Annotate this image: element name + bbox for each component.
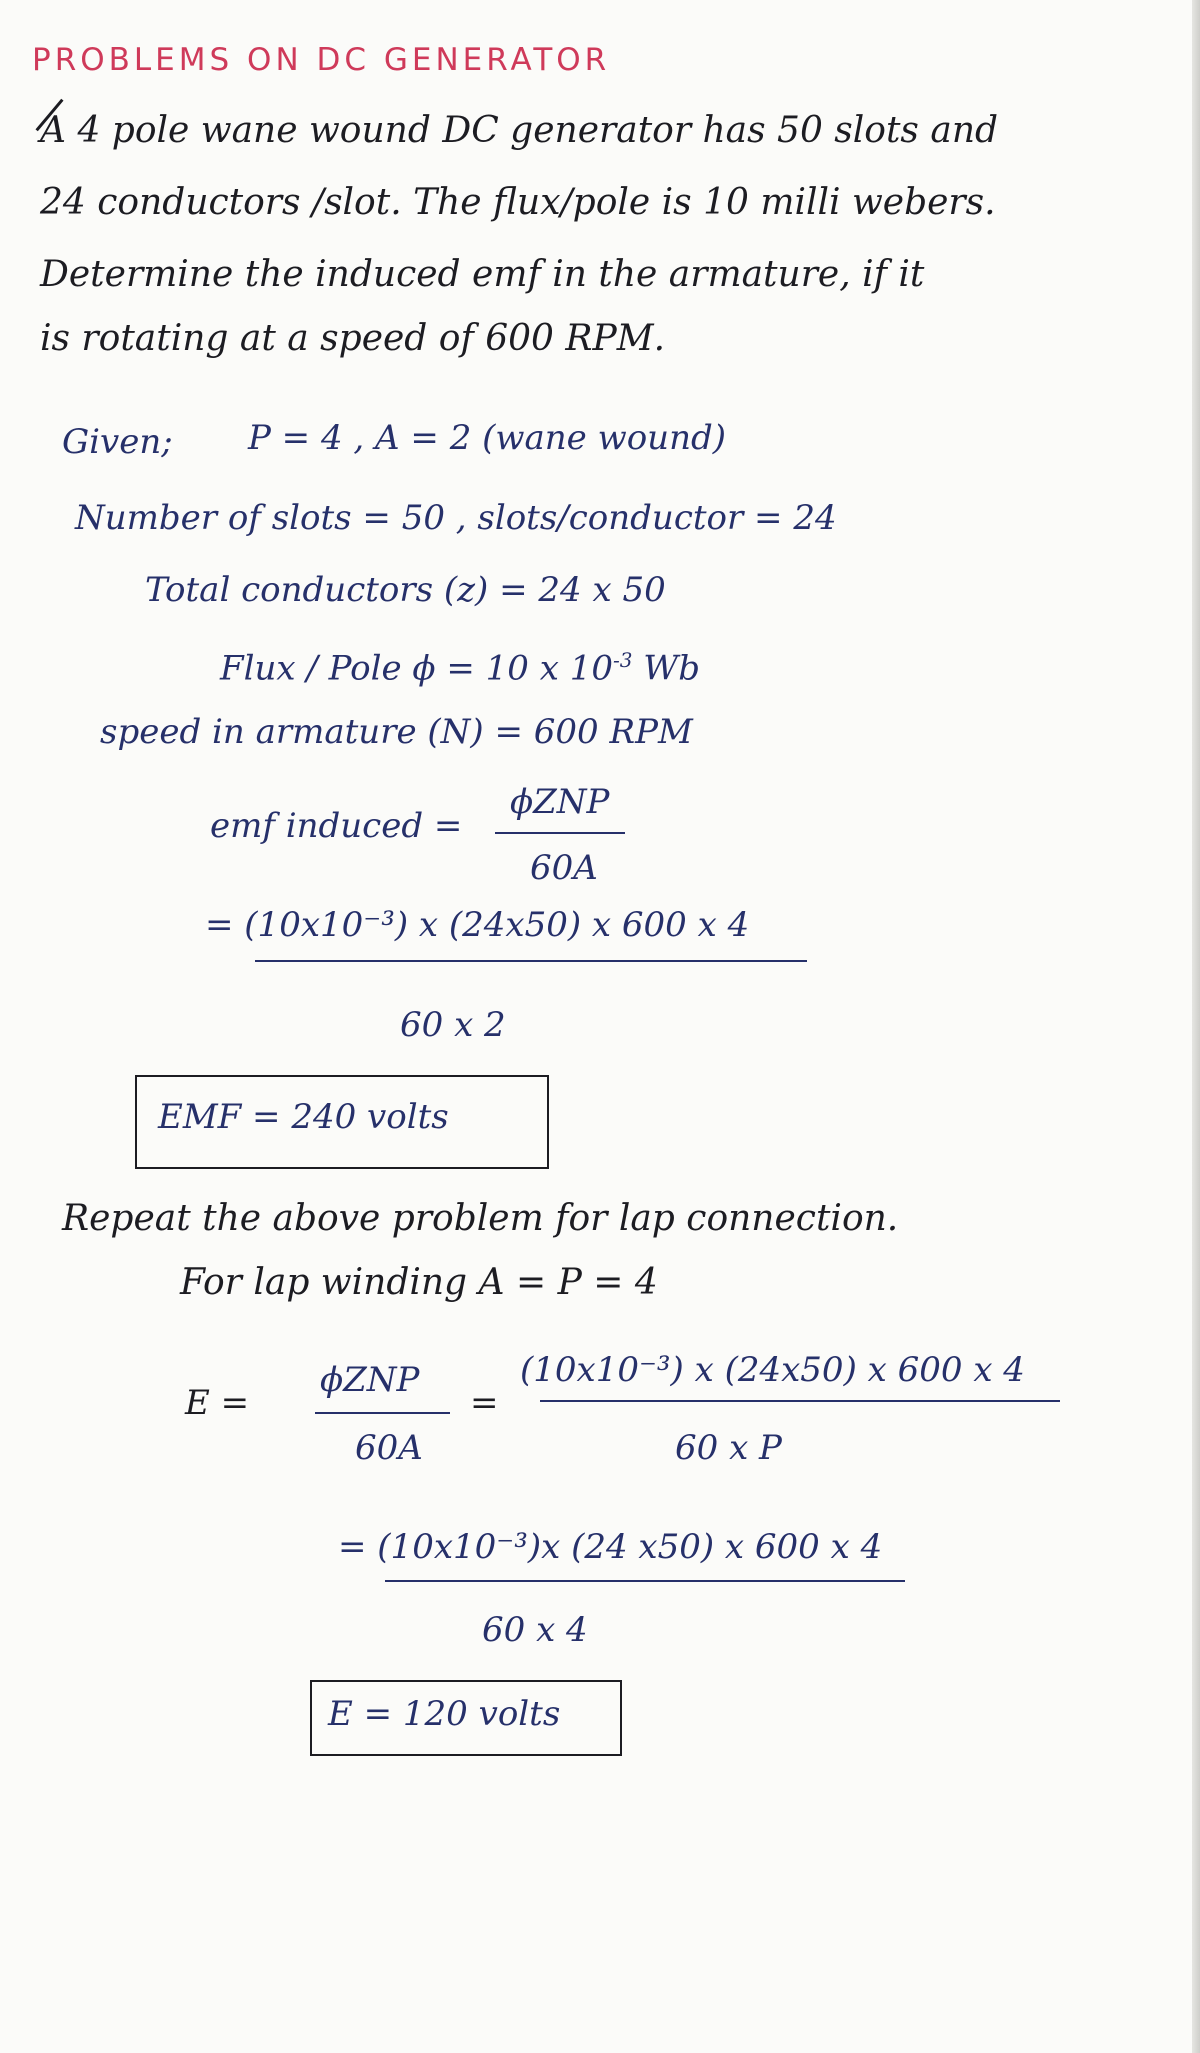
flux-unit: Wb bbox=[643, 648, 701, 689]
given-flux bbox=[220, 648, 700, 688]
lap-substitution-numerator-1: (10x10⁻³) x (24x50) x 600 x 4 bbox=[520, 1350, 1025, 1390]
problem-line-2: 24 conductors /slot. The flux/pole is 10 milli webers. bbox=[40, 182, 996, 223]
fraction-line bbox=[255, 960, 807, 962]
given-p-and-a: P = 4 , A = 2 (wane wound) bbox=[248, 418, 726, 458]
result-lap: E = 120 volts bbox=[328, 1694, 561, 1734]
fraction-line bbox=[495, 832, 625, 834]
fraction-line bbox=[385, 1580, 905, 1582]
page-edge bbox=[1192, 0, 1200, 2053]
given-total-conductors: Total conductors (z) = 24 x 50 bbox=[145, 570, 666, 610]
problem-line-1: A 4 pole wane wound DC generator has 50 slots and bbox=[40, 110, 999, 151]
e-label: E = bbox=[185, 1383, 250, 1423]
given-speed: speed in armature (N) = 600 RPM bbox=[100, 712, 693, 752]
equals-sign: = bbox=[470, 1383, 499, 1423]
emf-label: emf induced = bbox=[210, 806, 463, 846]
page-title: PROBLEMS ON DC GENERATOR bbox=[32, 42, 611, 78]
lap-substitution-numerator-2: = (10x10⁻³)x (24 x50) x 600 x 4 bbox=[338, 1527, 883, 1567]
formula-numerator: ϕZNP bbox=[510, 782, 610, 822]
result-emf: EMF = 240 volts bbox=[158, 1097, 449, 1137]
formula-denominator: 60A bbox=[530, 848, 598, 888]
flux-exponent: -3 bbox=[613, 648, 633, 672]
repeat-statement: Repeat the above problem for lap connection. bbox=[62, 1198, 899, 1239]
flux-label: Flux / Pole ϕ = bbox=[220, 648, 486, 689]
problem-line-3: Determine the induced emf in the armature, if it bbox=[40, 254, 925, 295]
fraction-line bbox=[540, 1400, 1060, 1402]
flux-value: 10 x 10 bbox=[485, 648, 613, 689]
substitution-numerator: = (10x10⁻³) x (24x50) x 600 x 4 bbox=[205, 905, 750, 945]
given-slots: Number of slots = 50 , slots/conductor = 24 bbox=[75, 498, 837, 538]
lap-formula-denominator: 60A bbox=[355, 1428, 423, 1468]
lap-winding: For lap winding A = P = 4 bbox=[180, 1262, 658, 1303]
lap-substitution-denominator-1: 60 x P bbox=[675, 1428, 782, 1468]
substitution-denominator: 60 x 2 bbox=[400, 1005, 506, 1045]
lap-substitution-denominator-2: 60 x 4 bbox=[482, 1610, 588, 1650]
lap-formula-numerator: ϕZNP bbox=[320, 1360, 420, 1400]
fraction-line bbox=[315, 1412, 450, 1414]
problem-line-4: is rotating at a speed of 600 RPM. bbox=[40, 318, 666, 359]
given-label: Given; bbox=[62, 422, 173, 462]
